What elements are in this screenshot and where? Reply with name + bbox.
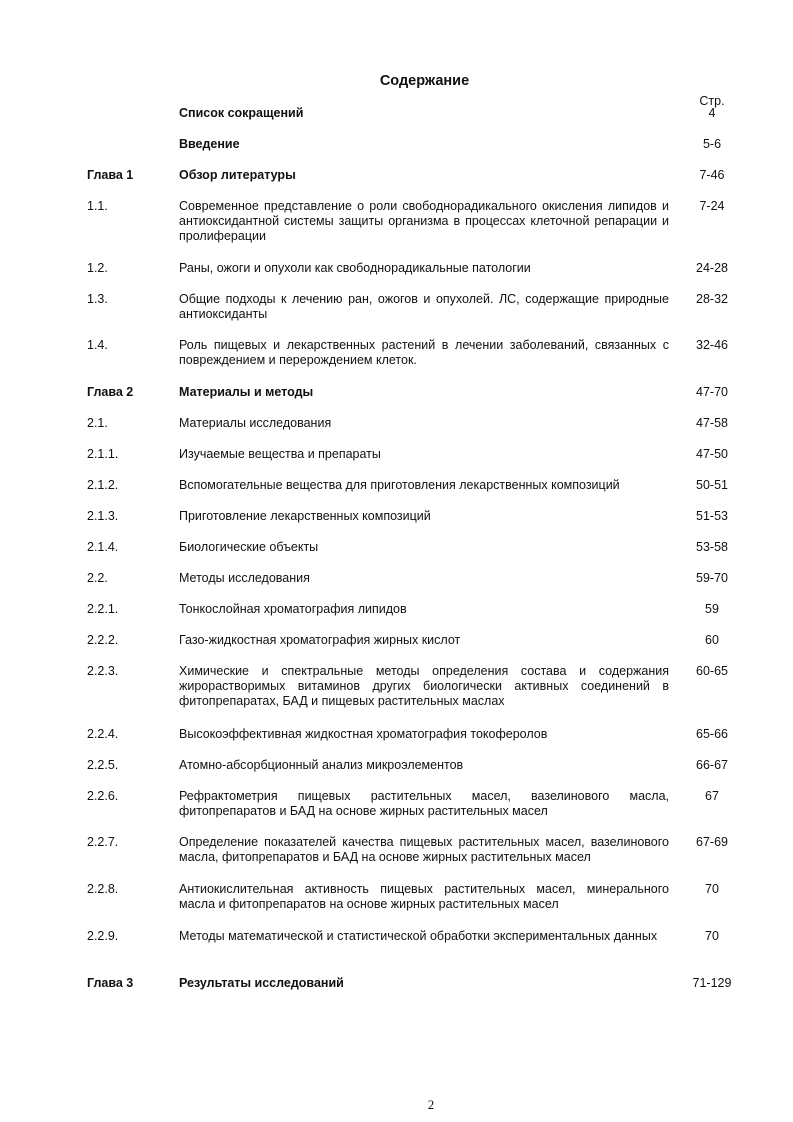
toc-entry-pages: 67 bbox=[705, 789, 719, 803]
toc-entry-number: 2.2.1. bbox=[87, 602, 119, 616]
toc-entry-pages: 4 bbox=[708, 106, 716, 120]
toc-entry-pages: 32-46 bbox=[696, 338, 728, 352]
toc-entry-number: 2.1.3. bbox=[87, 509, 119, 523]
toc-entry-pages: 28-32 bbox=[696, 292, 728, 306]
toc-entry-pages: 59 bbox=[705, 602, 719, 616]
toc-entry-number: 1.2. bbox=[87, 261, 108, 275]
toc-entry-title: Рефрактометрия пищевых растительных масел, вазелинового масла, фитопрепаратов и БАД на основе жирных растительных масел bbox=[179, 789, 669, 818]
toc-entry-number: 2.1.4. bbox=[87, 540, 119, 554]
toc-entry-number: 2.1.2. bbox=[87, 478, 119, 492]
toc-entry-number: Глава 2 bbox=[87, 385, 134, 399]
toc-entry-pages: 70 bbox=[705, 882, 719, 896]
toc-entry-title: Список сокращений bbox=[179, 106, 304, 120]
toc-entry-title: Антиокислительная активность пищевых растительных масел, минерального масла и фитопрепаратов на основе жирных растительных масел bbox=[179, 882, 669, 911]
toc-entry-title: Методы исследования bbox=[179, 571, 310, 585]
toc-entry-title: Материалы и методы bbox=[179, 385, 314, 399]
toc-entry-number: Глава 3 bbox=[87, 976, 134, 990]
toc-entry-title: Приготовление лекарственных композиций bbox=[179, 509, 431, 523]
page-number: 2 bbox=[427, 1097, 435, 1112]
toc-entry-number: 2.1. bbox=[87, 416, 108, 430]
toc-entry-pages: 50-51 bbox=[696, 478, 728, 492]
toc-entry-title: Общие подходы к лечению ран, ожогов и опухолей. ЛС, содержащие природные антиоксиданты bbox=[179, 292, 669, 321]
toc-entry-pages: 5-6 bbox=[702, 137, 722, 151]
toc-entry-number: 1.3. bbox=[87, 292, 108, 306]
toc-entry-title: Методы математической и статистической обработки экспериментальных данных bbox=[179, 929, 658, 943]
toc-entry-pages: 7-46 bbox=[699, 168, 725, 182]
toc-entry-pages: 7-24 bbox=[699, 199, 725, 213]
toc-entry-pages: 47-58 bbox=[696, 416, 728, 430]
toc-entry-pages: 66-67 bbox=[696, 758, 728, 772]
toc-entry-pages: 53-58 bbox=[696, 540, 728, 554]
toc-entry-title: Материалы исследования bbox=[179, 416, 332, 430]
toc-entry-title: Введение bbox=[179, 137, 240, 151]
toc-entry-pages: 47-70 bbox=[696, 385, 728, 399]
page-column-header: Стр. bbox=[699, 94, 725, 108]
toc-entry-title: Роль пищевых и лекарственных растений в лечении заболеваний, связанных с повреждением и перерождением клеток. bbox=[179, 338, 669, 367]
toc-entry-title: Обзор литературы bbox=[179, 168, 296, 182]
toc-entry-number: 2.2.2. bbox=[87, 633, 119, 647]
toc-entry-title: Изучаемые вещества и препараты bbox=[179, 447, 381, 461]
toc-entry-pages: 51-53 bbox=[696, 509, 728, 523]
toc-entry-number: 2.2.8. bbox=[87, 882, 119, 896]
toc-entry-pages: 60-65 bbox=[696, 664, 728, 678]
toc-entry-number: 2.2.3. bbox=[87, 664, 119, 678]
toc-entry-title: Газо-жидкостная хроматография жирных кислот bbox=[179, 633, 461, 647]
toc-entry-number: Глава 1 bbox=[87, 168, 134, 182]
toc-entry-number: 2.2.4. bbox=[87, 727, 119, 741]
toc-entry-title: Тонкослойная хроматография липидов bbox=[179, 602, 407, 616]
toc-entry-title: Результаты исследований bbox=[179, 976, 344, 990]
toc-entry-title: Определение показателей качества пищевых растительных масел, вазелинового масла, фитопрепаратов и БАД на основе жирных растительных масел bbox=[179, 835, 669, 864]
toc-entry-pages: 47-50 bbox=[696, 447, 728, 461]
toc-entry-number: 2.1.1. bbox=[87, 447, 119, 461]
toc-entry-pages: 60 bbox=[705, 633, 719, 647]
toc-entry-number: 2.2.9. bbox=[87, 929, 119, 943]
toc-entry-number: 2.2.5. bbox=[87, 758, 119, 772]
toc-entry-title: Современное представление о роли свободнорадикального окисления липидов и антиоксидантной системы защиты организма в процессах клеточной репарации и пролиферации bbox=[179, 199, 669, 243]
toc-entry-number: 2.2. bbox=[87, 571, 108, 585]
toc-entry-number: 1.4. bbox=[87, 338, 108, 352]
toc-entry-pages: 59-70 bbox=[696, 571, 728, 585]
toc-entry-pages: 24-28 bbox=[696, 261, 728, 275]
toc-entry-title: Раны, ожоги и опухоли как свободнорадикальные патологии bbox=[179, 261, 531, 275]
toc-entry-number: 2.2.7. bbox=[87, 835, 119, 849]
toc-entry-title: Атомно-абсорбционный анализ микроэлементов bbox=[179, 758, 464, 772]
toc-entry-pages: 70 bbox=[705, 929, 719, 943]
toc-entry-title: Высокоэффективная жидкостная хроматография токоферолов bbox=[179, 727, 548, 741]
toc-title: Содержание bbox=[379, 73, 470, 89]
toc-entry-number: 1.1. bbox=[87, 199, 108, 213]
toc-entry-title: Биологические объекты bbox=[179, 540, 319, 554]
toc-entry-pages: 71-129 bbox=[692, 976, 732, 990]
toc-entry-pages: 67-69 bbox=[696, 835, 728, 849]
toc-entry-number: 2.2.6. bbox=[87, 789, 119, 803]
toc-entry-pages: 65-66 bbox=[696, 727, 728, 741]
toc-entry-title: Химические и спектральные методы определения состава и содержания жирорастворимых витаминов других биологически активных соединений в фитопрепаратах, БАД и пищевых растительных маслах bbox=[179, 664, 669, 708]
toc-entry-title: Вспомогательные вещества для приготовления лекарственных композиций bbox=[179, 478, 620, 492]
